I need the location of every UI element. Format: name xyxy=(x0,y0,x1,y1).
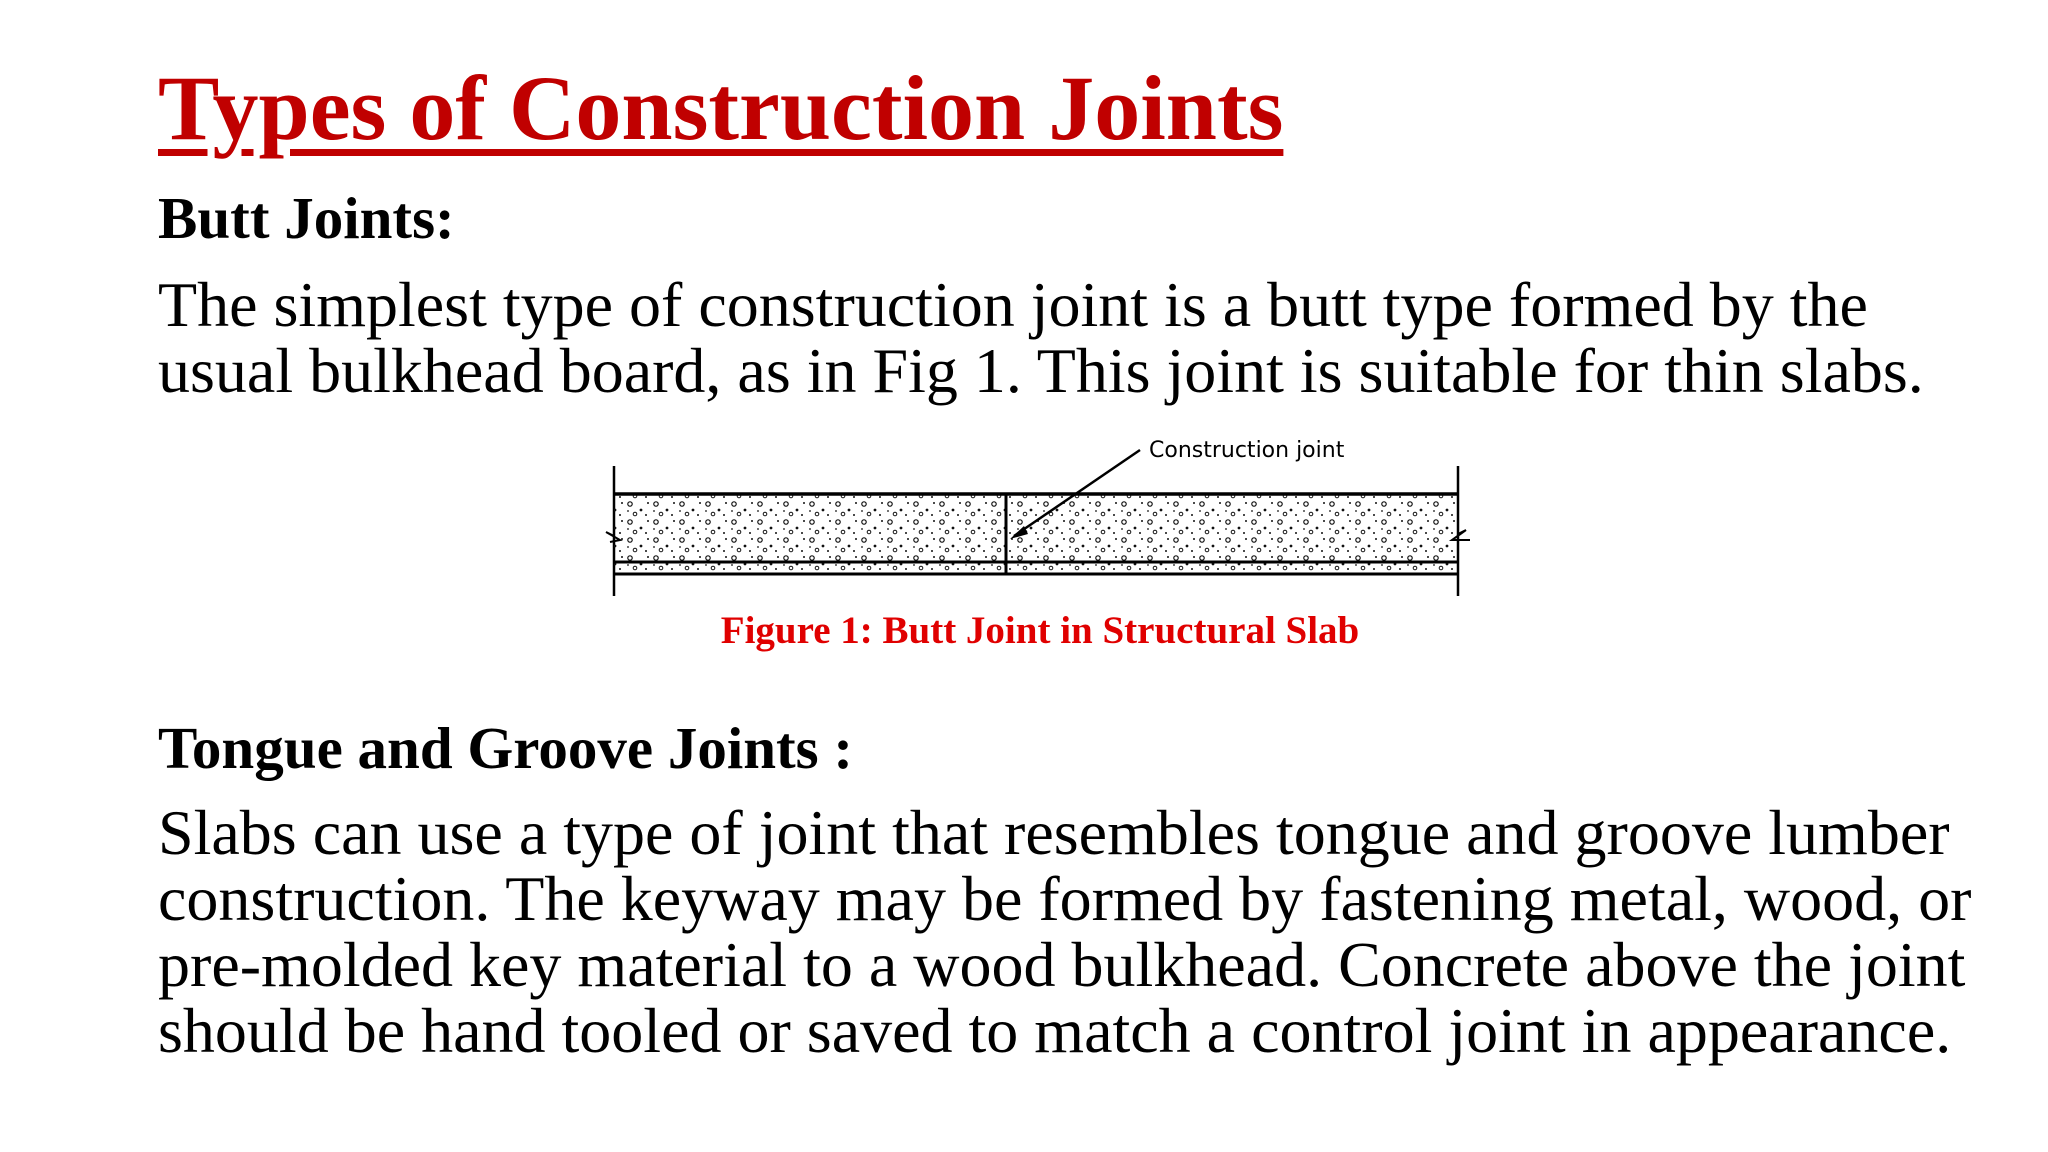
construction-joint-label: Construction joint xyxy=(1149,438,1345,463)
butt-joints-heading: Butt Joints: xyxy=(158,185,455,251)
slide-title: Types of Construction Joints xyxy=(158,57,1284,159)
slab-diagram xyxy=(600,428,1480,603)
tongue-groove-heading: Tongue and Groove Joints : xyxy=(158,715,854,781)
butt-joint-figure xyxy=(600,428,1480,664)
butt-joints-description: The simplest type of construction joint is a butt type formed by the usual bulkhead board, as in Fig 1. This joint is suitable for thin slabs. xyxy=(158,269,1924,406)
tongue-groove-description: Slabs can use a type of joint that resembles tongue and groove lumber construction. The keyway may be formed by fastening metal, wood, or pre-molded key material to a wood bulkhead. Concrete above the joint should be hand tooled or saved to match a control joint in appearance. xyxy=(158,797,1972,1066)
figure-caption: Figure 1: Butt Joint in Structural Slab xyxy=(720,609,1360,652)
